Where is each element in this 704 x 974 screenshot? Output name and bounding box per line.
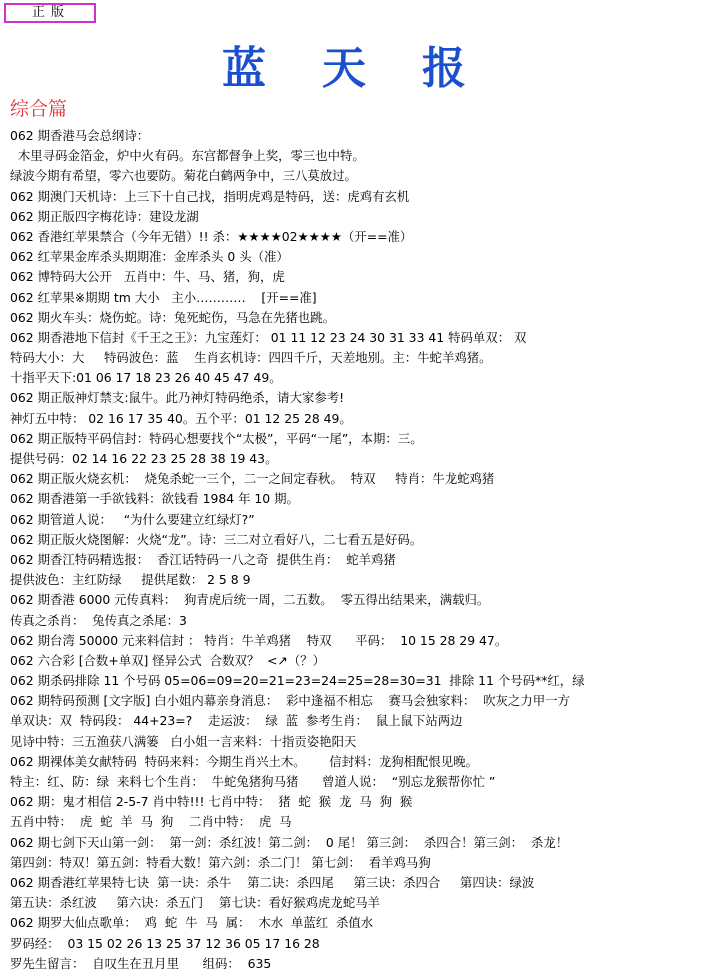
- text-line: 062 期特码预测 [文字版] 白小姐内幕亲身消息： 彩中逢福不相忘 赛马会独家料： 吹灰之力甲一方: [10, 693, 570, 709]
- text-line: 062 期罗大仙点歌单： 鸡 蛇 牛 马 属： 木水 单蓝红 杀值水: [10, 915, 374, 931]
- text-line: 罗码经： 03 15 02 26 13 25 37 12 36 05 17 16 28: [10, 935, 320, 951]
- text-line: 传真之杀肖： 兔传真之杀尾：3: [10, 612, 187, 628]
- text-line: 第五诀：杀红波 第六诀：杀五门 第七诀：看好猴鸡虎龙蛇马羊: [10, 895, 380, 911]
- text-line: 木里寻码金箔金，炉中火有码。东宫都督争上奖，零三也中特。: [10, 148, 365, 164]
- text-line: 062 六合彩 [合数+单双] 怪异公式 合数双？ <↗（？）: [10, 652, 326, 668]
- text-line: 提供波色：主红防绿 提供尾数： 2 5 8 9: [10, 572, 251, 588]
- text-line: 062 期：鬼才相信 2-5-7 肖中特!!! 七肖中特： 猪 蛇 猴 龙 马 狗 猴: [10, 794, 413, 810]
- text-line: 绿波今期有希望，零六也要防。菊花白鹤两争中，三八莫放过。: [10, 168, 357, 184]
- text-line: 062 红苹果※期期 tm 大小 主小………… [开==准]: [10, 289, 317, 305]
- text-line: 062 期火车头：烧伤蛇。诗：兔死蛇伤，马急在先猪也跳。: [10, 309, 335, 325]
- text-line: 062 期管道人说： “为什么要建立红绿灯?”: [10, 511, 255, 527]
- text-line: 十指平天下:01 06 17 18 23 26 40 45 47 49。: [10, 370, 282, 386]
- text-line: 062 期香港 6000 元传真料： 狗青虎后统一周，二五数。 零五得出结果来，满载归。: [10, 592, 490, 608]
- text-line: 062 期正版四字梅花诗：建设龙湖: [10, 208, 199, 224]
- text-line: 062 红苹果金库杀头期期准：金库杀头 0 头（准）: [10, 249, 289, 265]
- text-line: 062 期正版特平码信封：特码心想要找个“太极”，平码“一尾”，本期：三。: [10, 430, 423, 446]
- newspaper-title: 蓝天报: [222, 43, 522, 94]
- text-line: 062 期香港第一手欲钱料：欲钱看 1984 年 10 期。: [10, 491, 299, 507]
- text-line: 062 期澳门天机诗：上三下十自己找，指明虎鸡是特码，送：虎鸡有玄机: [10, 188, 410, 204]
- text-line: 062 期香港红苹果特七诀 第一诀：杀牛 第二诀：杀四尾 第三诀：杀四合 第四诀：绿波: [10, 874, 535, 890]
- text-line: 062 期正版火烧图解：火烧“龙”。诗：三二对立看好八，二七看五是好码。: [10, 531, 423, 547]
- text-line: 提供号码：02 14 16 22 23 25 28 38 19 43。: [10, 451, 278, 466]
- text-line: 062 期香港地下信封《千王之王》：九宝莲灯： 01 11 12 23 24 30 31 33 41 特码单双： 双: [10, 329, 527, 345]
- section-heading: 综合篇: [10, 98, 68, 120]
- text-line: 062 期杀码排除 11 个号码 05=06=09=20=21=23=24=25=28=30=31 排除 11 个号码**红，绿: [10, 673, 585, 689]
- text-line: 062 期正版神灯禁支:鼠牛。此乃神灯特码绝杀，请大家参考!: [10, 390, 345, 406]
- text-line: 062 期香江特码精选报： 香江话特码一八之奇 提供生肖： 蛇羊鸡猪: [10, 551, 396, 567]
- text-line: 见诗中特：三五渔获八满篓 白小姐一言来料：十指贡姿艳阳天: [10, 733, 357, 749]
- edition-badge: 正版: [4, 3, 96, 23]
- text-line: 062 博特码大公开 五肖中：牛、马、猪，狗，虎: [10, 269, 285, 285]
- text-line: 062 期七剑下天山第一剑： 第一剑：杀红波！第二剑： 0 尾！ 第三剑： 杀四合！第三剑： 杀龙！: [10, 834, 569, 850]
- text-line: 062 期裸体美女献特码 特码来料：今期生肖兴土木。 信封料：龙狗相配恨见晚。: [10, 753, 478, 769]
- text-line: 062 期台湾 50000 元来料信封 ： 特肖：牛羊鸡猪 特双 平码： 10 15 28 29 47。: [10, 632, 508, 648]
- text-line: 单双诀：双 特码段： 44+23=? 走运波： 绿 蓝 参考生肖： 鼠上鼠下站两边: [10, 713, 463, 729]
- text-line: 062 期香港马会总纲诗：: [10, 128, 150, 143]
- text-line: 罗先生留言： 自叹生在丑月里 组码： 635: [10, 955, 272, 971]
- text-line: 特码大小：大 特码波色：蓝 生肖玄机诗：四四千斤，天差地别。主：牛蛇羊鸡猪。: [10, 350, 492, 366]
- text-line: 062 期正版火烧玄机： 烧兔杀蛇一三个，二一之间定春秋。 特双 特肖：牛龙蛇鸡猪: [10, 471, 495, 487]
- article-body: [10, 126, 700, 974]
- text-line: 062 香港红苹果禁合（今年无错）!! 杀：★★★★02★★★★（开==准）: [10, 228, 413, 244]
- text-line: 特主：红、防：绿 来料七个生肖： 牛蛇兔猪狗马猪 曾道人说： “别忘龙猴帮你忙 ”: [10, 774, 496, 789]
- text-line: 第四剑：特双！第五剑：特看大数！第六剑：杀二门！ 第七剑： 看羊鸡马狗: [10, 854, 431, 870]
- text-line: 五肖中特： 虎 蛇 羊 马 狗 二肖中特： 虎 马: [10, 814, 292, 830]
- text-line: 神灯五中特： 02 16 17 35 40。五个平：01 12 25 28 49。: [10, 410, 352, 426]
